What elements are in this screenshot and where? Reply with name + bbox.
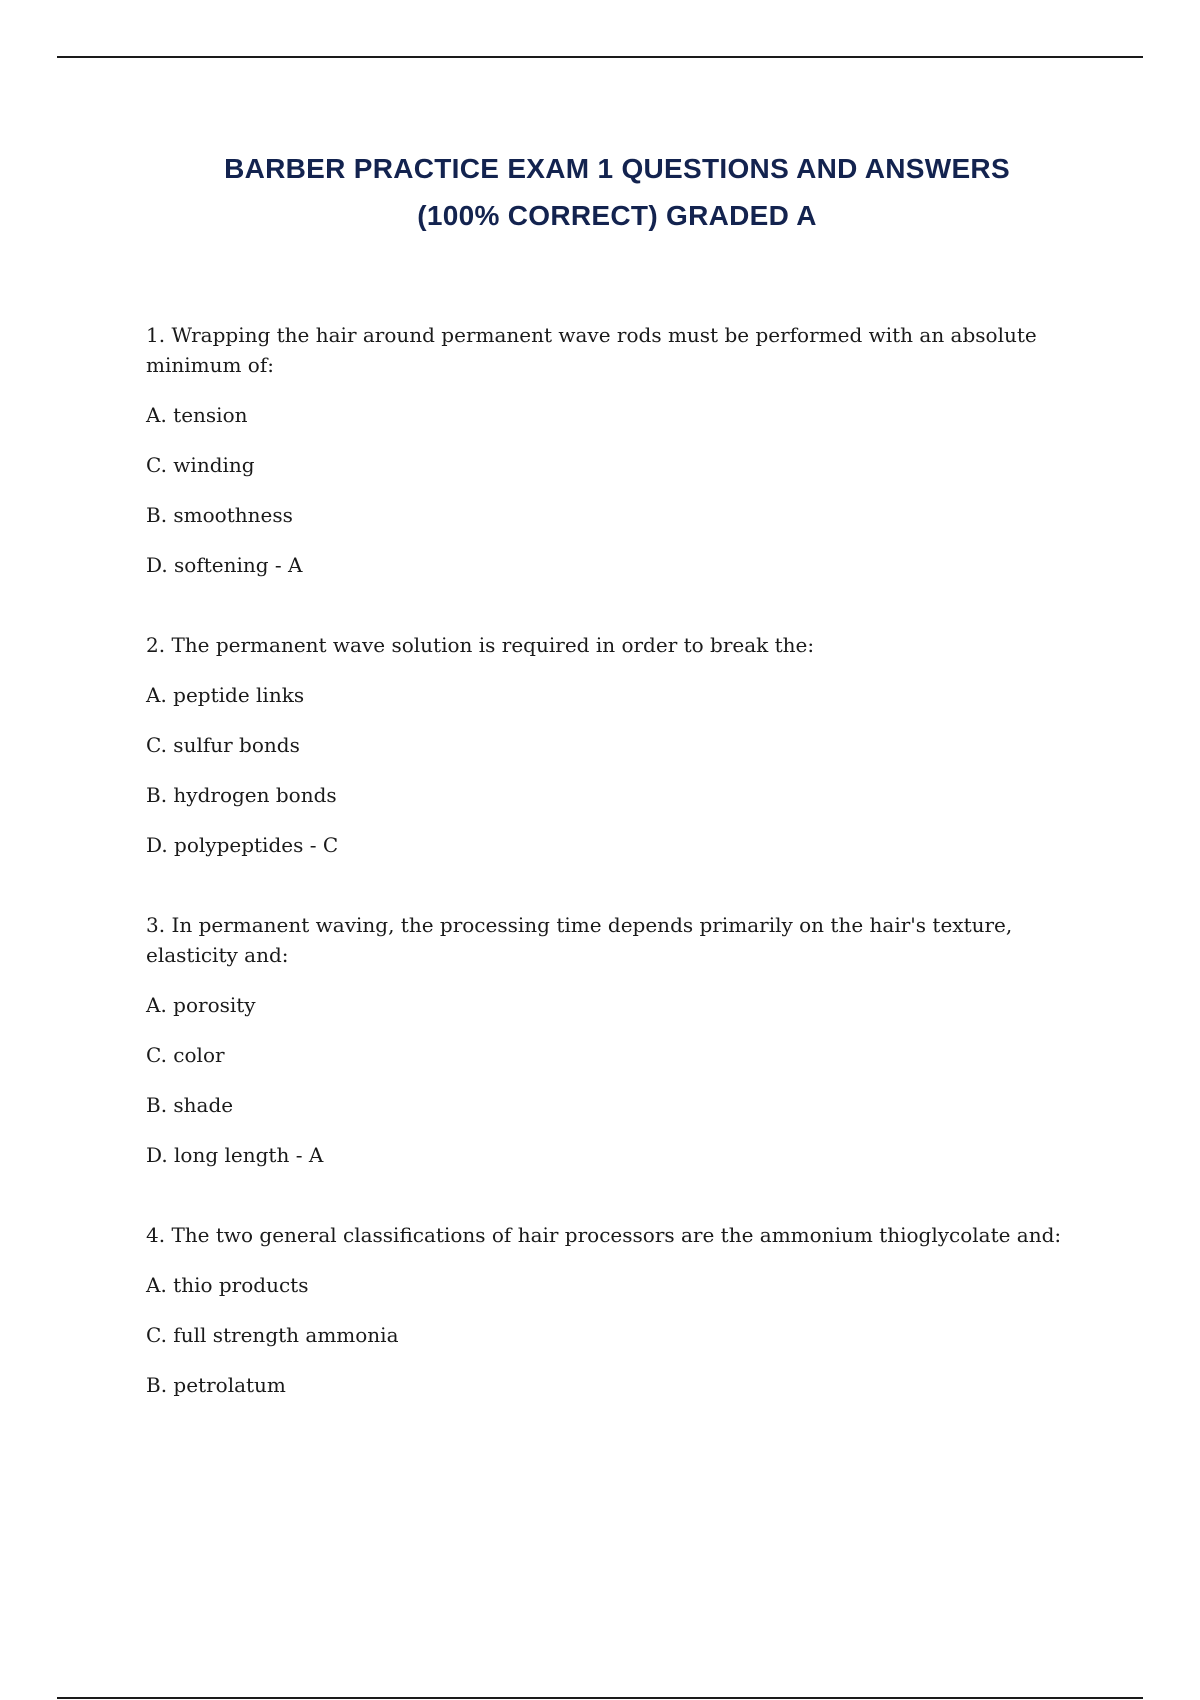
question-text: 1. Wrapping the hair around permanent wave rods must be performed with an absolute minimum of:: [146, 323, 1037, 377]
answer-option: C. winding: [146, 453, 255, 477]
answer-option: A. tension: [146, 403, 248, 427]
question-text: 4. The two general classifications of hair processors are the ammonium thioglycolate and:: [146, 1223, 1062, 1247]
title-line-2: (100% CORRECT) GRADED A: [417, 200, 817, 231]
answer-option: D. softening - A: [146, 553, 303, 577]
answer-option: C. color: [146, 1043, 225, 1067]
answer-option: D. long length - A: [146, 1143, 324, 1167]
question-2: [146, 630, 1086, 860]
answer-option: A. porosity: [146, 993, 256, 1017]
question-3: [146, 910, 1086, 1170]
title-line-1: BARBER PRACTICE EXAM 1 QUESTIONS AND ANSWERS: [224, 153, 1010, 184]
answer-option: A. thio products: [146, 1273, 309, 1297]
question-text: 2. The permanent wave solution is required in order to break the:: [146, 633, 815, 657]
question-1: [146, 320, 1086, 580]
answer-option: D. polypeptides - C: [146, 833, 339, 857]
bottom-rule: [57, 1697, 1143, 1699]
answer-option: A. peptide links: [146, 683, 305, 707]
question-4: [146, 1220, 1086, 1400]
answer-option: C. sulfur bonds: [146, 733, 300, 757]
answer-option: B. petrolatum: [146, 1373, 286, 1397]
document-title: [0, 145, 1200, 239]
answer-option: B. smoothness: [146, 503, 293, 527]
answer-option: B. hydrogen bonds: [146, 783, 337, 807]
answer-option: C. full strength ammonia: [146, 1323, 399, 1347]
top-rule: [57, 56, 1143, 58]
question-text: 3. In permanent waving, the processing time depends primarily on the hair's texture, elasticity and:: [146, 913, 1013, 967]
answer-option: B. shade: [146, 1093, 234, 1117]
question-list: [146, 320, 1086, 1450]
